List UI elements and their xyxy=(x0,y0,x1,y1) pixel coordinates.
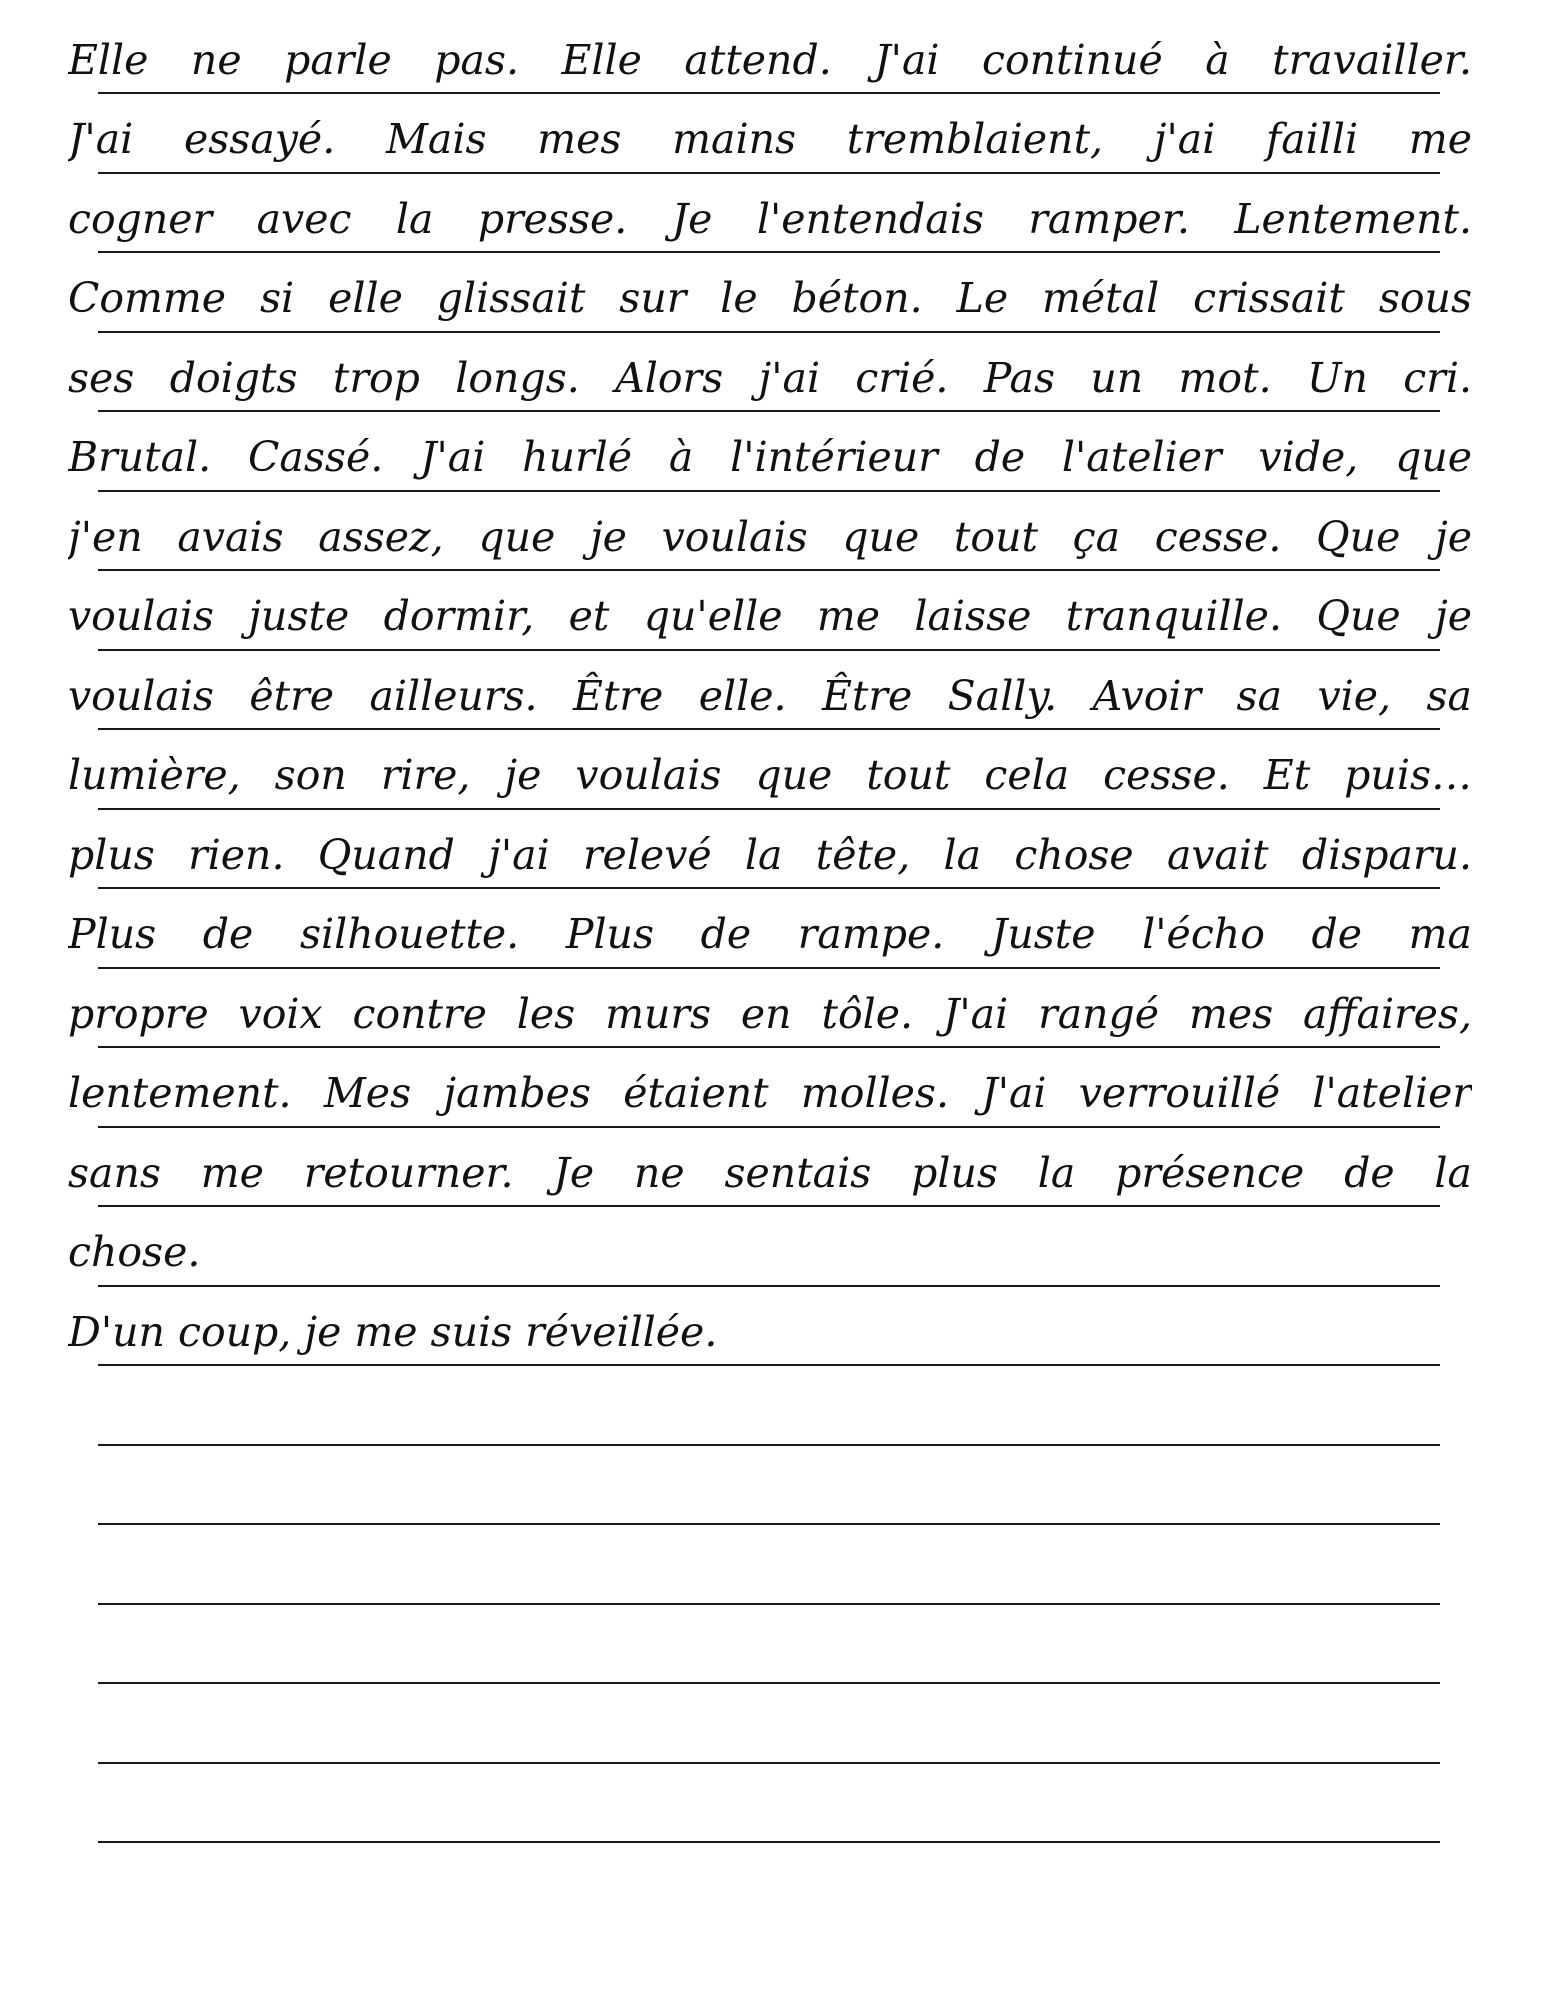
ruled-line xyxy=(98,410,1440,412)
text-line: chose. xyxy=(68,1228,201,1276)
ruled-line xyxy=(98,649,1440,651)
text-line: Brutal. Cassé. J'ai hurlé à l'intérieur de l'atelier vide, que xyxy=(68,433,1472,481)
ruled-line xyxy=(98,569,1440,571)
text-line: J'ai essayé. Mais mes mains tremblaient, j'ai failli me xyxy=(68,115,1472,163)
text-line: voulais être ailleurs. Être elle. Être Sally. Avoir sa vie, sa xyxy=(68,672,1472,720)
text-line: sans me retourner. Je ne sentais plus la présence de la xyxy=(68,1149,1472,1197)
ruled-line xyxy=(98,331,1440,333)
ruled-line xyxy=(98,1762,1440,1764)
ruled-line xyxy=(98,967,1440,969)
text-line: plus rien. Quand j'ai relevé la tête, la chose avait disparu. xyxy=(68,831,1472,879)
text-line: j'en avais assez, que je voulais que tout ça cesse. Que je xyxy=(68,513,1472,561)
ruled-line xyxy=(98,887,1440,889)
ruled-line xyxy=(98,1523,1440,1525)
ruled-line xyxy=(98,1444,1440,1446)
text-line: Comme si elle glissait sur le béton. Le métal crissait sous xyxy=(68,274,1472,322)
text-line: lumière, son rire, je voulais que tout cela cesse. Et puis… xyxy=(68,751,1472,799)
text-line: D'un coup, je me suis réveillée. xyxy=(68,1308,718,1356)
ruled-line xyxy=(98,1603,1440,1605)
ruled-line xyxy=(98,1205,1440,1207)
text-line: Plus de silhouette. Plus de rampe. Juste l'écho de ma xyxy=(68,910,1472,958)
text-line: voulais juste dormir, et qu'elle me laisse tranquille. Que je xyxy=(68,592,1472,640)
text-line: Elle ne parle pas. Elle attend. J'ai continué à travailler. xyxy=(68,36,1472,84)
ruled-line xyxy=(98,1126,1440,1128)
text-line: ses doigts trop longs. Alors j'ai crié. Pas un mot. Un cri. xyxy=(68,354,1472,402)
ruled-line xyxy=(98,1285,1440,1287)
ruled-line xyxy=(98,1841,1440,1843)
ruled-line xyxy=(98,92,1440,94)
ruled-line xyxy=(98,808,1440,810)
ruled-line xyxy=(98,172,1440,174)
text-line: propre voix contre les murs en tôle. J'ai rangé mes affaires, xyxy=(68,990,1472,1038)
ruled-line xyxy=(98,728,1440,730)
ruled-line xyxy=(98,1046,1440,1048)
ruled-line xyxy=(98,1682,1440,1684)
ruled-line xyxy=(98,1364,1440,1366)
text-line: cogner avec la presse. Je l'entendais ramper. Lentement. xyxy=(68,195,1472,243)
ruled-line xyxy=(98,251,1440,253)
ruled-line xyxy=(98,490,1440,492)
text-line: lentement. Mes jambes étaient molles. J'ai verrouillé l'atelier xyxy=(68,1069,1472,1117)
